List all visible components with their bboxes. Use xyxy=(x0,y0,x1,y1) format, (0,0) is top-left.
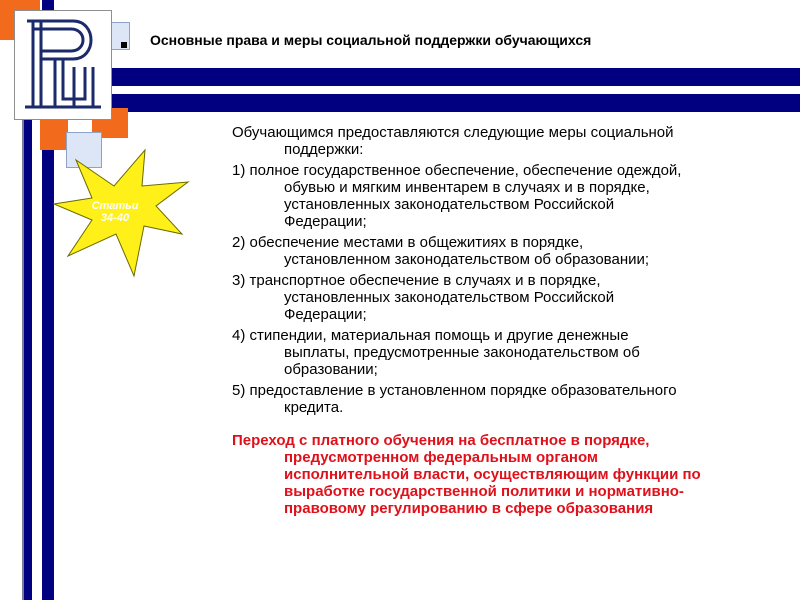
intro-paragraph xyxy=(232,124,792,158)
item-4-first-line: 4) стипендии, материальная помощь и другие денежные xyxy=(232,327,629,344)
support-measures-text xyxy=(232,124,792,521)
item-2-first-line: 2) обеспечение местами в общежитиях в порядке, xyxy=(232,234,584,251)
note-line-5: правовому регулированию в сфере образования xyxy=(284,500,654,517)
top-horizontal-bar xyxy=(100,68,800,86)
logo-monogram-icon xyxy=(15,11,111,119)
item-4-line-2: выплаты, предусмотренные законодательством об xyxy=(284,344,640,361)
orange-square-bottom xyxy=(40,120,68,150)
intro-line: Обучающимся предоставляются следующие меры социальной xyxy=(232,124,674,141)
item-3-first-line: 3) транспортное обеспечение в случаях и в порядке, xyxy=(232,272,601,289)
intro-continuation: поддержки: xyxy=(284,141,364,158)
page-title: Основные права и меры социальной поддержки обучающихся xyxy=(150,32,592,48)
list-item xyxy=(232,327,792,378)
item-3-line-3: Федерации; xyxy=(284,306,367,323)
list-item xyxy=(232,272,792,323)
item-1-line-3: установленных законодательством Российской xyxy=(284,196,615,213)
title-bullet xyxy=(121,42,127,48)
transition-note xyxy=(232,432,792,517)
item-1-line-2: обувью и мягким инвентарем в случаях и в порядке, xyxy=(284,179,650,196)
list-item xyxy=(232,382,792,416)
item-5-first-line: 5) предоставление в установленном порядке образовательного xyxy=(232,382,677,399)
item-1-first-line: 1) полное государственное обеспечение, обеспечение одеждой, xyxy=(232,162,682,179)
list-item xyxy=(232,234,792,268)
note-first-line: Переход с платного обучения на бесплатное в порядке, xyxy=(232,432,650,449)
item-5-line-2: кредита. xyxy=(284,399,344,416)
item-2-line-2: установленном законодательством об образовании; xyxy=(284,251,650,268)
university-logo xyxy=(14,10,112,120)
articles-badge-label: Статьи xyxy=(91,200,139,212)
item-1-line-4: Федерации; xyxy=(284,213,367,230)
item-3-line-2: установленных законодательством Российской xyxy=(284,289,615,306)
articles-badge-range: 34-40 xyxy=(100,212,130,224)
second-horizontal-bar xyxy=(100,94,800,112)
note-line-4: выработке государственной политики и нормативно- xyxy=(284,483,684,500)
note-line-3: исполнительной власти, осуществляющим функции по xyxy=(284,466,701,483)
horizontal-stripe xyxy=(100,86,800,94)
articles-badge xyxy=(80,200,150,224)
list-item xyxy=(232,162,792,230)
note-line-2: предусмотренном федеральным органом xyxy=(284,449,599,466)
item-4-line-3: образовании; xyxy=(284,361,378,378)
